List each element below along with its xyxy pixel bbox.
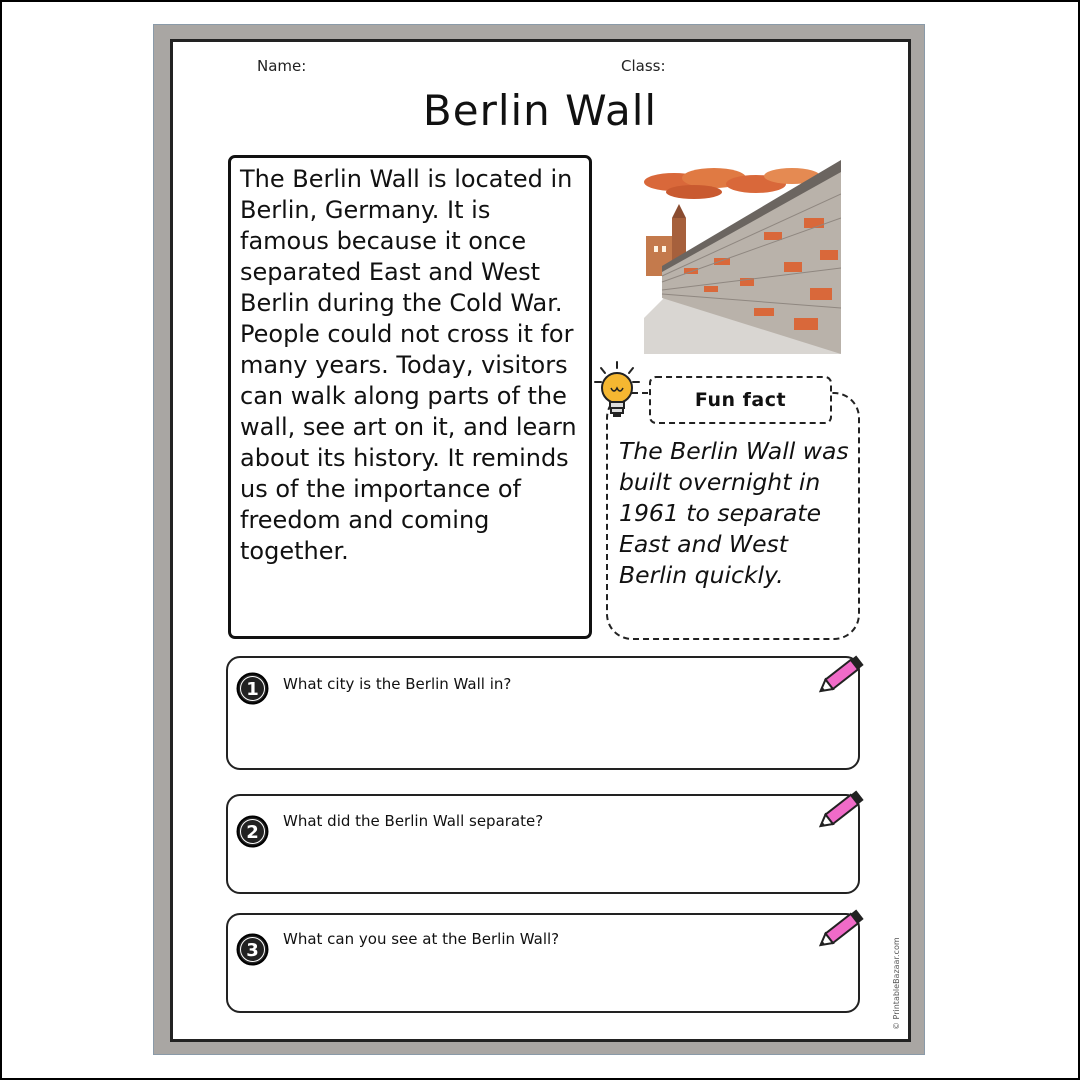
- question-answer-box-2[interactable]: [226, 794, 860, 894]
- question-number-badge-3: [236, 933, 269, 966]
- copyright-credit: © PrintableBazaar.com: [892, 937, 901, 1030]
- pencil-icon: [818, 904, 870, 952]
- berlin-wall-illustration: [644, 158, 841, 354]
- fun-fact-text: The Berlin Wall was built overnight in 1961 to separate East and West Berlin quickly.: [619, 437, 849, 589]
- question-answer-box-1[interactable]: [226, 656, 860, 770]
- reading-passage-box: [228, 155, 592, 639]
- fun-fact-label: Fun fact: [649, 376, 832, 424]
- page-title: Berlin Wall: [422, 86, 658, 135]
- question-number-3: 3: [246, 940, 259, 961]
- question-text-1: What city is the Berlin Wall in?: [283, 675, 512, 693]
- class-label: Class:: [621, 57, 666, 75]
- pencil-icon: [818, 785, 870, 833]
- name-label: Name:: [257, 57, 307, 75]
- lightbulb-icon: [593, 360, 641, 422]
- question-answer-box-3[interactable]: [226, 913, 860, 1013]
- question-text-2: What did the Berlin Wall separate?: [283, 812, 544, 830]
- question-number-1: 1: [246, 679, 259, 700]
- question-text-3: What can you see at the Berlin Wall?: [283, 930, 560, 948]
- question-number-2: 2: [246, 822, 259, 843]
- pencil-icon: [818, 650, 870, 698]
- reading-passage: The Berlin Wall is located in Berlin, Germany. It is famous because it once separated East and West Berlin during the Cold War. People could not cross it for many years. Today, visitors can walk along parts of the wall, see art on it, and learn about its history. It reminds us of the importance of freedom and coming together.: [240, 165, 577, 565]
- question-number-badge-2: [236, 815, 269, 848]
- question-number-badge-1: [236, 672, 269, 705]
